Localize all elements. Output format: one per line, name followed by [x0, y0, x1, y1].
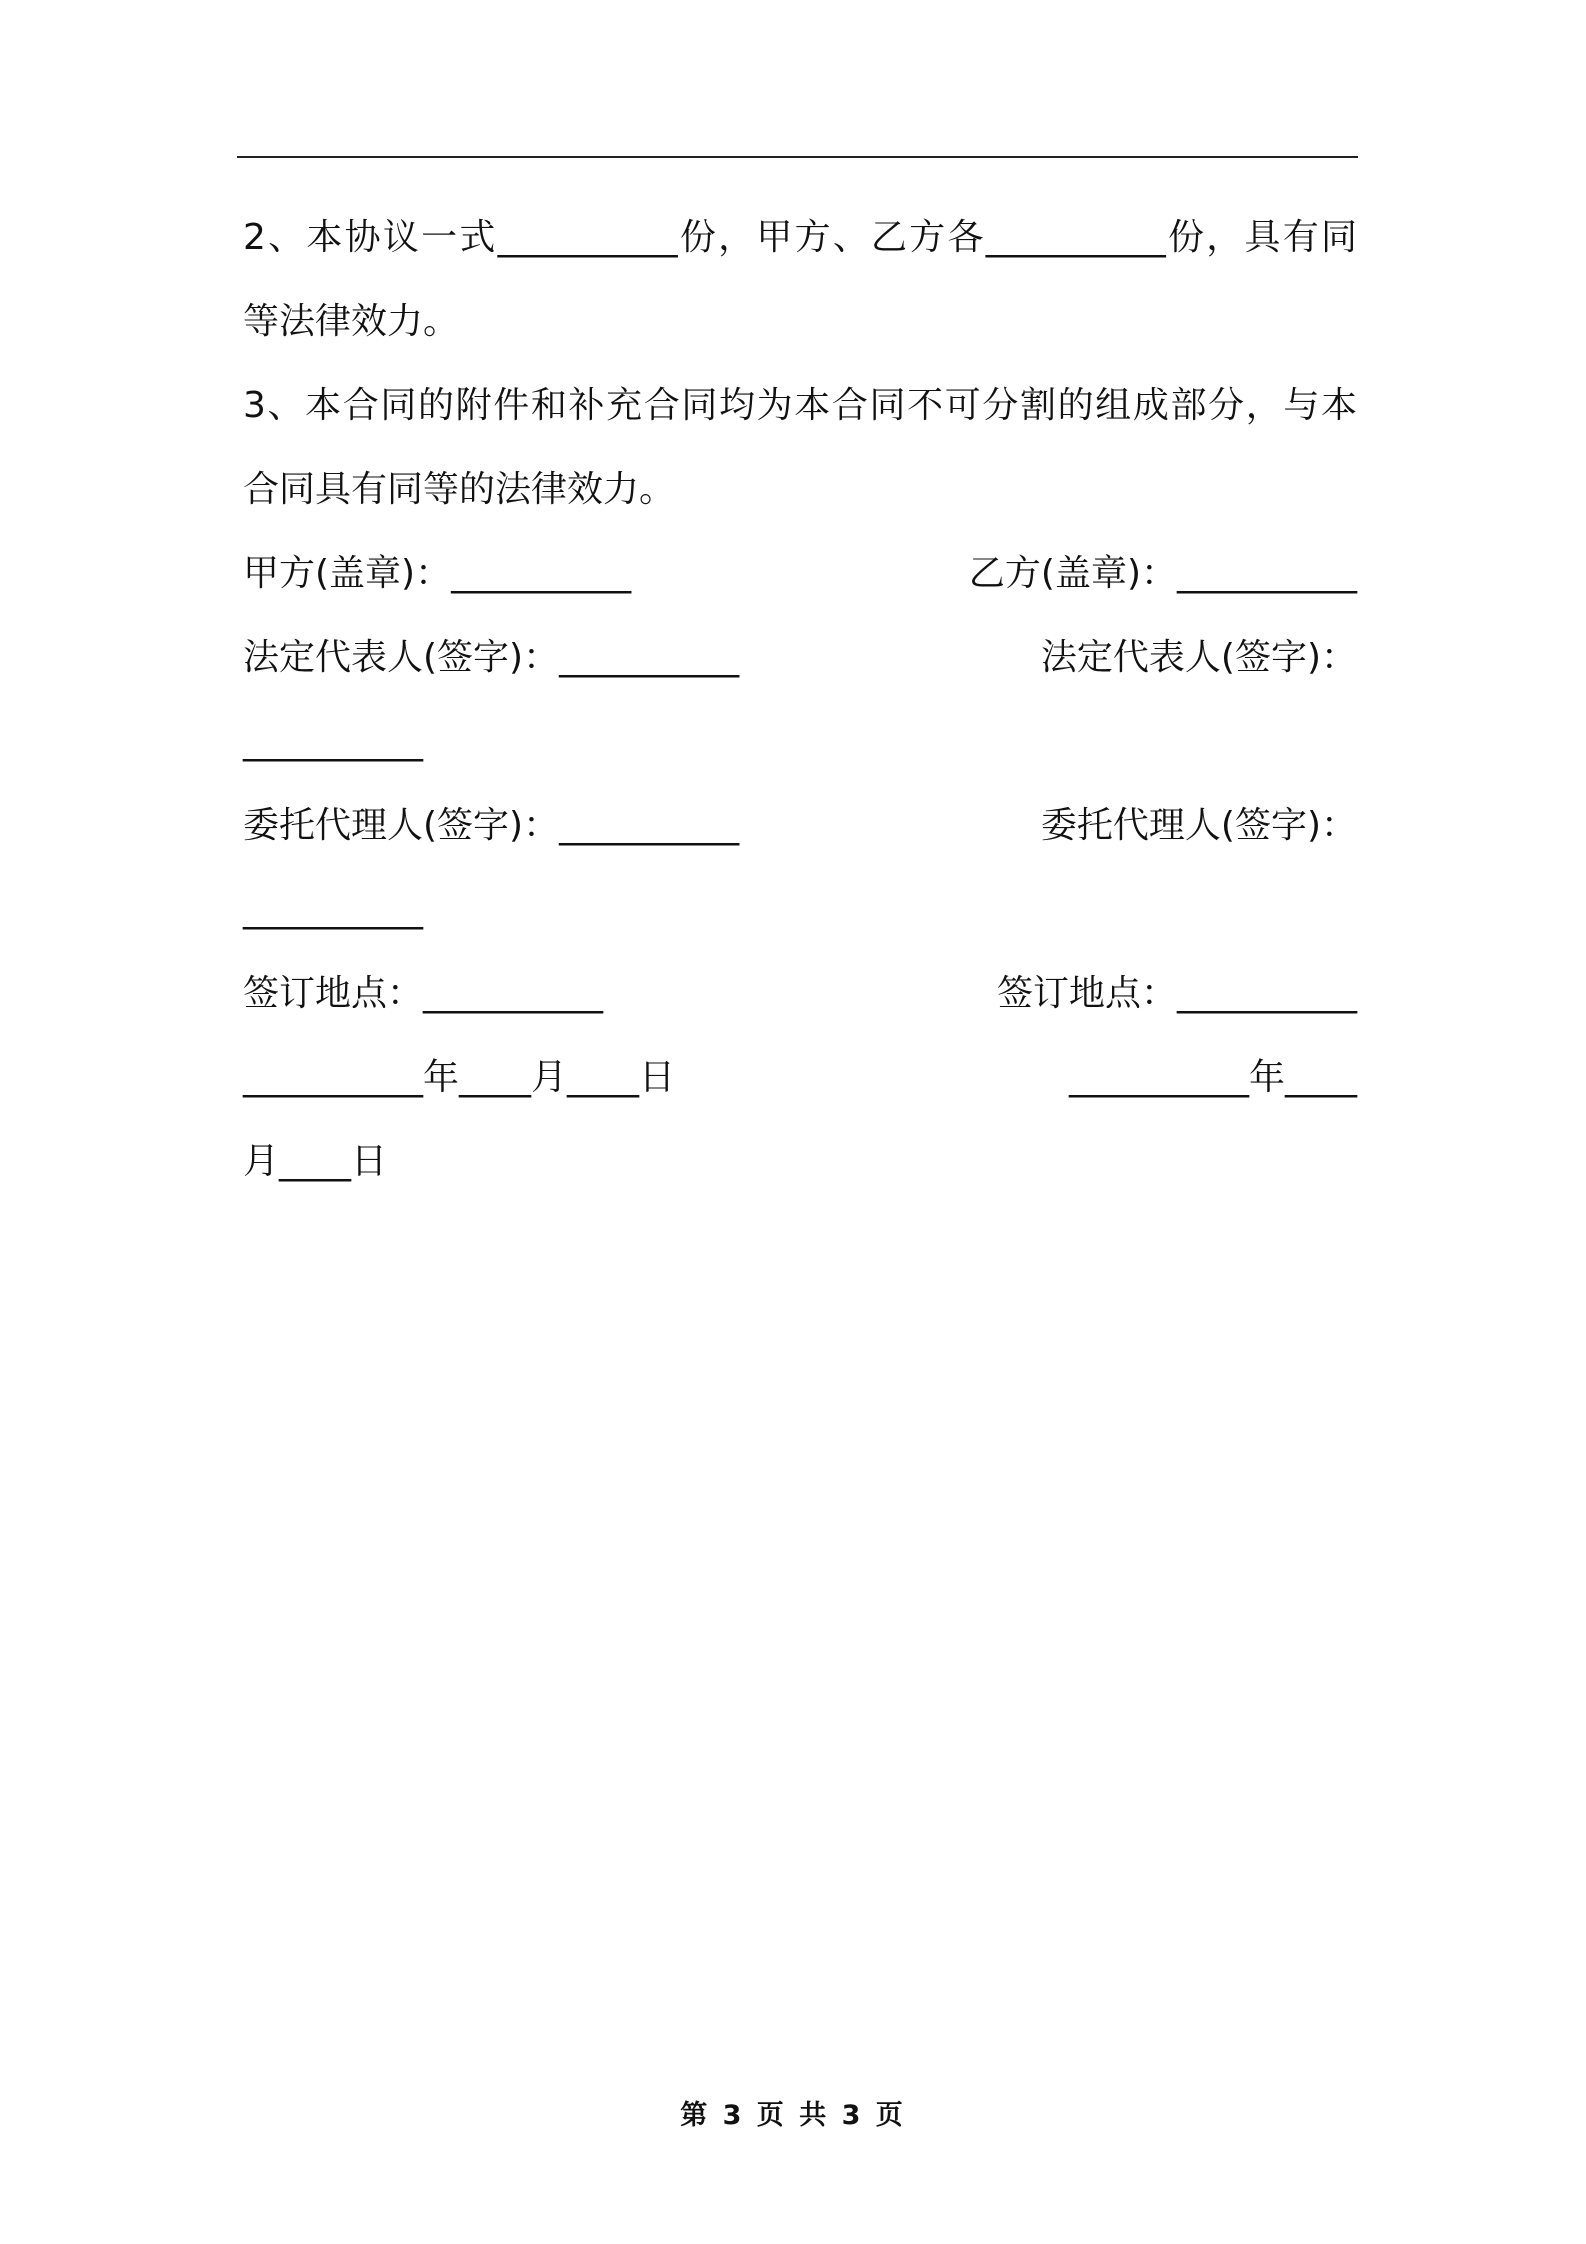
agent-row	[243, 784, 1357, 868]
party-a-seal: 甲方(盖章)：__________	[243, 553, 632, 594]
party-b-date-line-2: 月____日	[243, 1141, 388, 1182]
clause-2-line-2: 等法律效力。	[243, 301, 460, 342]
date-row	[243, 1036, 1357, 1120]
page-number: 第 3 页 共 3 页	[680, 2100, 906, 2131]
party-a-agent: 委托代理人(签字)：__________	[243, 805, 740, 846]
party-b-place: 签订地点：__________	[996, 973, 1357, 1014]
seal-row	[243, 532, 1357, 616]
party-a-place: 签订地点：__________	[243, 973, 604, 1014]
party-b-seal: 乙方(盖章)：__________	[968, 553, 1357, 594]
party-a-date: __________年____月____日	[243, 1057, 675, 1098]
party-b-agent: 委托代理人(签字)：	[1040, 805, 1357, 846]
clause-3-line-2: 合同具有同等的法律效力。	[243, 469, 676, 510]
clause-3-line-1: 3、本合同的附件和补充合同均为本合同不可分割的组成部分，与本	[243, 385, 1357, 426]
place-row	[243, 952, 1357, 1036]
party-b-legal-rep-blank: __________	[243, 721, 423, 762]
legal-rep-row	[243, 616, 1357, 700]
party-a-legal-rep: 法定代表人(签字)：__________	[243, 637, 740, 678]
document-body	[243, 196, 1357, 1204]
party-b-date-line-1: __________年____	[1069, 1057, 1357, 1098]
header-rule	[237, 156, 1358, 158]
party-b-legal-rep: 法定代表人(签字)：	[1040, 637, 1357, 678]
party-b-agent-blank: __________	[243, 889, 423, 930]
clause-2-line-1: 2、本协议一式__________份，甲方、乙方各__________份，具有同	[243, 217, 1357, 258]
